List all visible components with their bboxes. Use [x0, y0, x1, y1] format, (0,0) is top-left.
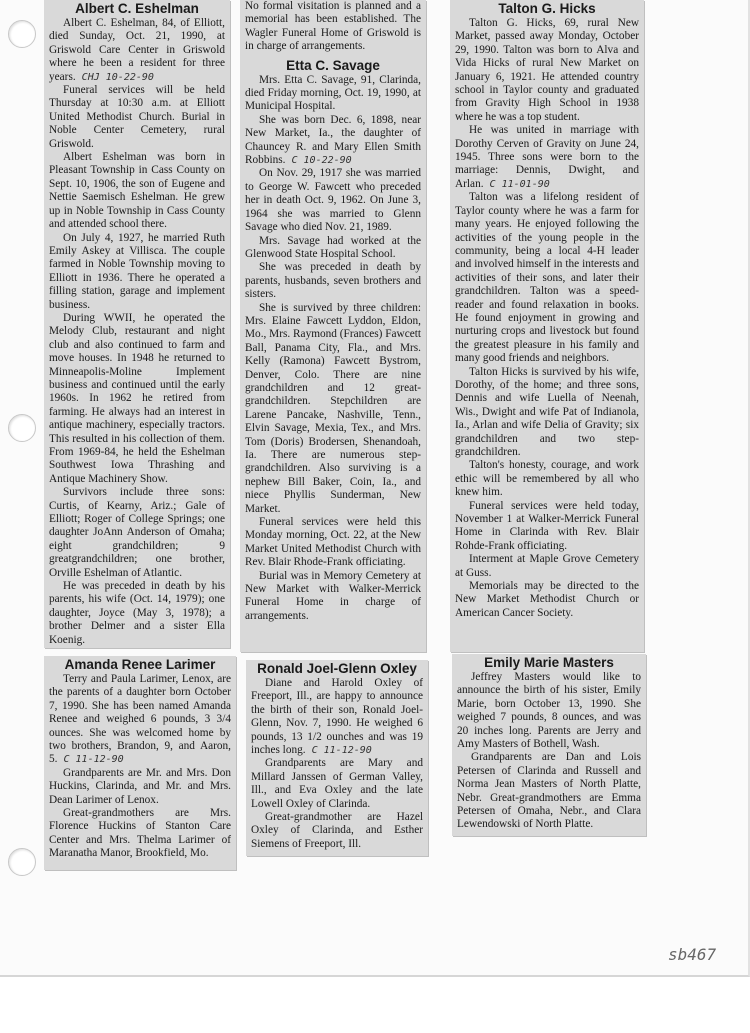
paragraph: Great-grandmother are Hazel Oxley of Clarinda, and Esther Siemens of Freeport, Ill.: [251, 811, 423, 850]
paragraph: Memorials may be directed to the New Market Methodist Church or American Cancer Society.: [455, 580, 639, 619]
paragraph: Albert Eshelman was born in Pleasant Township in Cass County on Sept. 10, 1906, the son of Eugene and Nettie Saemisch Eshelman. He grew up in Noble Township in Cass County and attended school there.: [49, 151, 225, 231]
handwritten-page-number: sb467: [668, 945, 717, 964]
paragraph: She was born Dec. 6, 1898, near New Market, Ia., the daughter of Chauncey R. and Mary Ellen Smith Robbins. C 10-22-90: [245, 113, 421, 167]
paragraph: On July 4, 1927, he married Ruth Emily Askey at Villisca. The couple farmed in Noble Township moving to Elliott in 1936. There he operated a filling station, garage and implement business.: [49, 231, 225, 311]
paragraph: Grandparents are Mary and Millard Janssen of German Valley, Ill., and Eva Oxley and the late Lowell Oxley of Clarinda.: [251, 757, 423, 810]
headline: Amanda Renee Larimer: [64, 657, 216, 672]
paragraph: Interment at Maple Grove Cemetery at Guss.: [455, 553, 639, 579]
clipping-larimer-birth: [44, 656, 236, 870]
paragraph: Mrs. Etta C. Savage, 91, Clarinda, died Friday morning, Oct. 19, 1990, at Municipal Hospital.: [245, 73, 421, 113]
clipping-oxley-birth: [246, 660, 428, 856]
paragraph: She is survived by three children: Mrs. Elaine Fawcett Lyddon, Eldon, Mo., Mrs. Raymond (Frances) Fawcett Ball, Panama City, Fla., and Mrs. Kelly (Ramona) Fawcett Bystrom, Denver, Colo. There are nine grandchildren and 12 great-grandchildren. Stepchildren are Larene Pancake, Nashville, Tenn., Elvin Savage, Mexia, Tex., and Mrs. Tom (Doris) Brodersen, Shenandoah, Ia. There are numerous step-grandchildren. Also surviving is a nephew Bill Baker, Coin, Ia., and niece Phyllis Sunderman, New Market.: [245, 301, 422, 515]
paragraph: Mrs. Savage had worked at the Glenwood State Hospital School.: [245, 234, 421, 260]
clipping-hicks-obituary: [450, 0, 644, 652]
binder-hole-middle: [8, 414, 36, 442]
paragraph: Terry and Paula Larimer, Lenox, are the parents of a daughter born October 7, 1990. She has been named Amanda Renee and weighed 6 pounds, 3 3/4 ounces. She was welcomed home by two brothers, Brandon, 9, and Aaron, 5. C 11-12-90: [49, 673, 231, 766]
handwritten-date-note: CHJ 10-22-90: [81, 71, 154, 83]
paragraph: Funeral services were held today, November 1 at Walker-Merrick Funeral Home in Clarinda with Rev. Blair Rohde-Frank officiating.: [455, 499, 639, 552]
binder-hole-bottom: [8, 848, 36, 876]
paragraph: He was united in marriage with Dorothy Cerven of Gravity on June 24, 1945. Three sons were born to the marriage: Dennis, Dwight, and Arlan. C 11-01-90: [455, 124, 639, 190]
clipping-eshelman-obituary: [44, 0, 230, 648]
paragraph: Talton Hicks is survived by his wife, Dorothy, of the home; and three sons, Dennis and wife Luella of Neenah, Wis., Dwight and wife Pat of Indianola, Ia., Arlan and wife Delia of Gravity; six grandchildren and two step-grandchildren.: [455, 365, 639, 458]
handwritten-date-note: C 11-12-90: [63, 754, 124, 766]
paragraph: Jeffrey Masters would like to announce the birth of his sister, Emily Marie, born October 13, 1990. She weighed 7 pounds, 8 ounces, and was 20 inches long. Parents are Jerry and Amy Masters of Bothell, Wash.: [457, 671, 641, 751]
paragraph: Grandparents are Mr. and Mrs. Don Huckins, Clarinda, and Mr. and Mrs. Dean Larimer of Lenox.: [49, 766, 231, 806]
paragraph: Funeral services were held this Monday morning, Oct. 22, at the New Market United Methodist Church with Rev. Blair Rhode-Frank officiating.: [245, 516, 421, 569]
paragraph: Diane and Harold Oxley of Freeport, Ill., are happy to announce the birth of their son, Ronald Joel-Glenn, Nov. 7, 1990. He weighed 6 pounds, 13 1/2 ounches and was 19 inches long. C 11-12-90: [251, 677, 423, 757]
paragraph: Albert C. Eshelman, 84, of Elliott, died Sunday, Oct. 21, 1990, at Griswold Care Center in Griswold where he been a resident for three years. CHJ 10-22-90: [49, 17, 225, 83]
paragraph: He was preceded in death by his parents, his wife (Oct. 14, 1979); one daughter, Joyce (May 3, 1978); a brother Delmer and a sister Ella Koenig.: [49, 580, 225, 646]
paragraph: No formal visitation is planned and a memorial has been established. The Wagler Funeral Home of Griswold is in charge of arrangements.: [245, 0, 421, 53]
paragraph: On Nov. 29, 1917 she was married to George W. Fawcett who preceded her in death Oct. 9, 1962. On June 3, 1964 she was married to Glenn Savage who died Nov. 21, 1989.: [245, 167, 421, 234]
paragraph: Burial was in Memory Cemetery at New Market with Walker-Merrick Funeral Home in charge of arrangements.: [245, 569, 421, 622]
headline: Ronald Joel-Glenn Oxley: [257, 661, 417, 676]
headline: Etta C. Savage: [286, 57, 380, 73]
paragraph: Talton was a lifelong resident of Taylor county where he was a farm for many years. He enjoyed following the activities of the young people in the community, being a local 4-H leader and involved himself in the interests and activities of their sons, and later their grandchildren. Talton was a speed-reader and found relaxation in books. He found enjoyment in growing and nurturing crops and livestock but found the greatest pleasure in his family and many good friends and neighbors.: [455, 191, 639, 365]
headline: Emily Marie Masters: [484, 655, 614, 670]
paragraph: Funeral services will be held Thursday at 10:30 a.m. at Elliott United Methodist Church. Burial in Noble Center Cemetery, rural Griswold.: [49, 84, 225, 150]
clipping-masters-birth: [452, 654, 646, 836]
headline: Talton G. Hicks: [498, 1, 596, 16]
handwritten-date-note: C 11-01-90: [489, 178, 550, 190]
paragraph: Talton G. Hicks, 69, rural New Market, passed away Monday, October 29, 1990. Talton was born to Alva and Vida Hicks of rural New Market on January 6, 1921. He attended country school in Taylor county and graduated from Gravity High School in 1938 where he was a top student.: [455, 17, 639, 123]
paragraph: Great-grandmothers are Mrs. Florence Huckins of Stanton Care Center and Mrs. Thelma Larimer of Maranatha Manor, Brookfield, Mo.: [49, 807, 231, 860]
binder-hole-top: [8, 20, 36, 48]
paragraph: Talton's honesty, courage, and work ethic will be remembered by all who knew him.: [455, 459, 639, 499]
paragraph: Survivors include three sons: Curtis, of Kearny, Ariz.; Gale of Elliott; Roger of College Springs; one daughter JoAnn Anderson of Omaha; eight grandchildren; 9 greatgrandchildren; one brother, Orville Eshelman of Atlantic.: [49, 486, 225, 579]
paragraph: Grandparents are Dan and Lois Petersen of Clarinda and Russell and Norma Jean Masters of North Platte, Nebr. Great-grandmothers are Emma Petersen of Omaha, Nebr., and Clara Lewendowski of North Platte.: [457, 751, 641, 831]
headline: Albert C. Eshelman: [75, 1, 199, 16]
paragraph: During WWII, he operated the Melody Club, restaurant and night club and also continued to farm and move houses. In 1948 he returned to Minneapolis-Moline Implement business and continued until the early 1960s. In 1962 he retired from farming. He always had an interest in antique machinery, especially tractors. This resulted in his collection of them. From 1969-84, he held the Eshelman Southwest Iowa Thrashing and Antique Machinery Show.: [49, 311, 225, 485]
clipping-savage-obituary: [240, 0, 426, 652]
handwritten-date-note: C 10-22-90: [291, 155, 352, 167]
paragraph: She was preceded in death by parents, husbands, seven brothers and sisters.: [245, 261, 421, 301]
handwritten-date-note: C 11-12-90: [311, 745, 372, 757]
